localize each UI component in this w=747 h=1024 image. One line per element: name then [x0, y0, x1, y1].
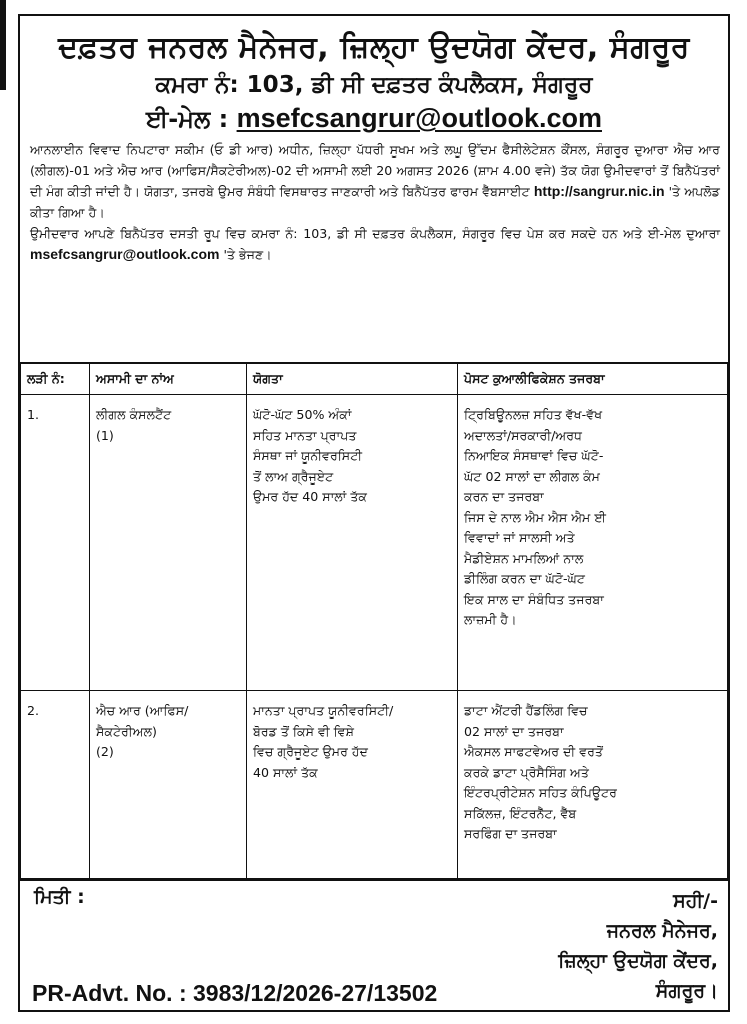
- website-link[interactable]: http://sangrur.nic.in: [533, 183, 665, 199]
- experience-line: ਨਿਆਇਕ ਸੰਸਥਾਵਾਂ ਵਿਚ ਘੱਟੋ-: [464, 448, 604, 463]
- row-qualification: [247, 691, 458, 881]
- office-title: ਦਫ਼ਤਰ ਜਨਰਲ ਮੈਨੇਜਰ, ਜ਼ਿਲ੍ਹਾ ਉਦਯੋਗ ਕੇਂਦਰ, ਸੰਗਰੂਰ: [58, 30, 690, 65]
- notice-paragraph-2: [20, 223, 728, 265]
- header-post-name: ਅਸਾਮੀ ਦਾ ਨਾਂਅ: [90, 363, 247, 395]
- header-serial: ਲੜੀ ਨੰ:: [21, 363, 90, 395]
- row-serial: 1.: [21, 395, 90, 691]
- experience-line: ਮੈਡੀਏਸ਼ਨ ਮਾਮਲਿਆਂ ਨਾਲ: [464, 550, 584, 566]
- signatory-designation: ਜਨਰਲ ਮੈਨੇਜਰ,: [606, 920, 718, 942]
- table-header-row: [21, 363, 728, 395]
- row-post-name: [90, 395, 247, 691]
- qualification-line: ਤੋਂ ਲਾਅ ਗ੍ਰੈਜੂਏਟ: [253, 468, 334, 484]
- qualification-line: 40 ਸਾਲਾਂ ਤੱਕ: [253, 764, 318, 780]
- post-count: (2): [96, 744, 114, 759]
- qualification-line: ਘੱਟੋ-ਘੱਟ 50% ਅੰਕਾਂ: [253, 407, 352, 422]
- table-row: [21, 395, 728, 691]
- notice-footer: [20, 878, 728, 1016]
- signature-block: [558, 886, 718, 1006]
- email-label: ਈ-ਮੇਲ :: [146, 105, 229, 133]
- row-post-name: [90, 691, 247, 881]
- experience-line: ਵਿਵਾਦਾਂ ਜਾਂ ਸਾਲਸੀ ਅਤੇ: [464, 530, 575, 545]
- experience-line: ਇਕ ਸਾਲ ਦਾ ਸੰਬੰਧਿਤ ਤਜਰਬਾ: [464, 591, 604, 607]
- experience-line: ਸਕਿੱਲਜ਼, ਇੰਟਰਨੈੱਟ, ਵੈੱਬ: [464, 805, 577, 821]
- signatory-place: ਸੰਗਰੂਰ।: [655, 980, 718, 1002]
- post-name-line: ਲੀਗਲ ਕੰਸਲਟੈਂਟ: [96, 407, 172, 422]
- qualification-line: ਸਹਿਤ ਮਾਨਤਾ ਪ੍ਰਾਪਤ: [253, 427, 357, 443]
- office-email-link[interactable]: msefcsangrur@outlook.com: [236, 103, 602, 133]
- header-qualification: ਯੋਗਤਾ: [247, 363, 458, 395]
- table-row: [21, 691, 728, 881]
- experience-line: ਅਦਾਲਤਾਂ/ਸਰਕਾਰੀ/ਅਰਧ: [464, 427, 582, 443]
- advertisement-number: PR-Advt. No. : 3983/12/2026-27/13502: [32, 980, 438, 1006]
- experience-line: ਡਾਟਾ ਐਂਟਰੀ ਹੈਂਡਲਿੰਗ ਵਿਚ: [464, 703, 588, 718]
- qualification-line: ਮਾਨਤਾ ਪ੍ਰਾਪਤ ਯੂਨੀਵਰਸਿਟੀ/: [253, 703, 394, 718]
- notice-text-1b: 'ਤੇ ਅਪਲੋਡ ਕੀਤਾ ਗਿਆ ਹੈ।: [30, 184, 720, 220]
- experience-line: ਘੱਟ 02 ਸਾਲਾਂ ਦਾ ਲੀਗਲ ਕੰਮ: [464, 468, 600, 484]
- experience-line: ਕਰਕੇ ਡਾਟਾ ਪ੍ਰੋਸੈਸਿੰਗ ਅਤੇ: [464, 764, 589, 780]
- experience-line: ਕਰਨ ਦਾ ਤਜਰਬਾ: [464, 489, 544, 504]
- post-count: (1): [96, 427, 114, 443]
- notice-text-2b: 'ਤੇ ਭੇਜਣ।: [223, 247, 272, 262]
- experience-line: ਡੀਲਿੰਗ ਕਰਨ ਦਾ ਘੱਟੋ-ਘੱਟ: [464, 571, 585, 586]
- notice-paragraph-1: [20, 135, 728, 223]
- experience-line: ਜਿਸ ਦੇ ਨਾਲ ਐਮ ਐਸ ਐਮ ਈ: [464, 509, 607, 525]
- experience-line: ਟ੍ਰਿਬਿਊਨਲਜ਼ ਸਹਿਤ ਵੱਖ-ਵੱਖ: [464, 407, 603, 422]
- signatory-office: ਜ਼ਿਲ੍ਹਾ ਉਦਯੋਗ ਕੇਂਦਰ,: [558, 950, 718, 972]
- advertisement-notice: [18, 14, 730, 1012]
- qualification-line: ਬੋਰਡ ਤੋਂ ਕਿਸੇ ਵੀ ਵਿਸ਼ੇ: [253, 723, 354, 739]
- row-serial: 2.: [21, 691, 90, 881]
- post-name-line: ਸੈਕਟੇਰੀਅਲ): [96, 723, 157, 739]
- date-label: ਮਿਤੀ :: [34, 886, 85, 908]
- notice-text-1a: ਆਨਲਾਈਨ ਵਿਵਾਦ ਨਿਪਟਾਰਾ ਸਕੀਮ (ਓ ਡੀ ਆਰ) ਅਧੀਨ, ਜ਼ਿਲ੍ਹਾ ਪੱਧਰੀ ਸੂਖਮ ਅਤੇ ਲਘੂ ਉੱਦਮ ਫੈਸੀਲੇਟੇਸ਼ਨ ਕੌਂਸਲ, ਸੰਗਰੂਰ ਦੁਆਰਾ ਐਚ ਆਰ (ਲੀਗਲ)-01 ਅਤੇ ਐਚ ਆਰ (ਆਫਿਸ/ਸੈਕਟੇਰੀਅਲ)-02 ਦੀ ਅਸਾਮੀ ਲਈ 20 ਅਗਸਤ 2026 (ਸ਼ਾਮ 4.00 ਵਜੇ) ਤੱਕ ਯੋਗ ਉਮੀਦਵਾਰਾਂ ਤੋਂ ਬਿਨੈਪੱਤਰਾਂ ਦੀ ਮੰਗ ਕੀਤੀ ਜਾਂਦੀ ਹੈ। ਯੋਗਤਾ, ਤਜਰਬੇ ਉਮਰ ਸੰਬੰਧੀ ਵਿਸਥਾਰਤ ਜਾਣਕਾਰੀ ਅਤੇ ਬਿਨੈਪੱਤਰ ਫਾਰਮ ਵੈੱਬਸਾਈਟ: [30, 142, 720, 199]
- qualification-line: ਵਿਚ ਗ੍ਰੈਜੂਏਟ ਉਮਰ ਹੱਦ: [253, 744, 368, 759]
- office-address: ਕਮਰਾ ਨੰ: 103, ਡੀ ਸੀ ਦਫ਼ਤਰ ਕੰਪਲੈਕਸ, ਸੰਗਰੂਰ: [155, 72, 593, 98]
- qualification-line: ਉਮਰ ਹੱਦ 40 ਸਾਲਾਂ ਤੱਕ: [253, 489, 368, 504]
- row-experience: [458, 691, 728, 881]
- notice-text-2a: ਉਮੀਦਵਾਰ ਆਪਣੇ ਬਿਨੈਪੱਤਰ ਦਸਤੀ ਰੂਪ ਵਿਚ ਕਮਰਾ ਨੰ: 103, ਡੀ ਸੀ ਦਫ਼ਤਰ ਕੰਪਲੈਕਸ, ਸੰਗਰੂਰ ਵਿਚ ਪੇਸ਼ ਕਰ ਸਕਦੇ ਹਨ ਅਤੇ ਈ-ਮੇਲ ਦੁਆਰਾ: [30, 226, 720, 241]
- experience-line: ਸਰਫਿੰਗ ਦਾ ਤਜਰਬਾ: [464, 826, 557, 841]
- experience-line: ਲਾਜ਼ਮੀ ਹੈ।: [464, 612, 517, 627]
- header-experience: ਪੋਸਟ ਕੁਆਲੀਫਿਕੇਸ਼ਨ ਤਜਰਬਾ: [458, 363, 728, 395]
- signature-mark: ਸਹੀ/-: [673, 890, 718, 912]
- experience-line: 02 ਸਾਲਾਂ ਦਾ ਤਜਰਬਾ: [464, 723, 564, 739]
- posts-table: [20, 362, 728, 881]
- notice-email-link[interactable]: msefcsangrur@outlook.com: [30, 246, 220, 262]
- row-experience: [458, 395, 728, 691]
- row-qualification: [247, 395, 458, 691]
- qualification-line: ਸੰਸਥਾ ਜਾਂ ਯੂਨੀਵਰਸਿਟੀ: [253, 448, 363, 463]
- post-name-line: ਐਚ ਆਰ (ਆਫਿਸ/: [96, 703, 189, 718]
- experience-line: ਐਕਸਲ ਸਾਫਟਵੇਅਰ ਦੀ ਵਰਤੋਂ: [464, 744, 603, 759]
- page-edge-rule: [0, 0, 6, 90]
- office-email-line: [20, 102, 728, 135]
- experience-line: ਇੰਟਰਪ੍ਰੀਟੇਸ਼ਨ ਸਹਿਤ ਕੰਪਿਊਟਰ: [464, 785, 617, 800]
